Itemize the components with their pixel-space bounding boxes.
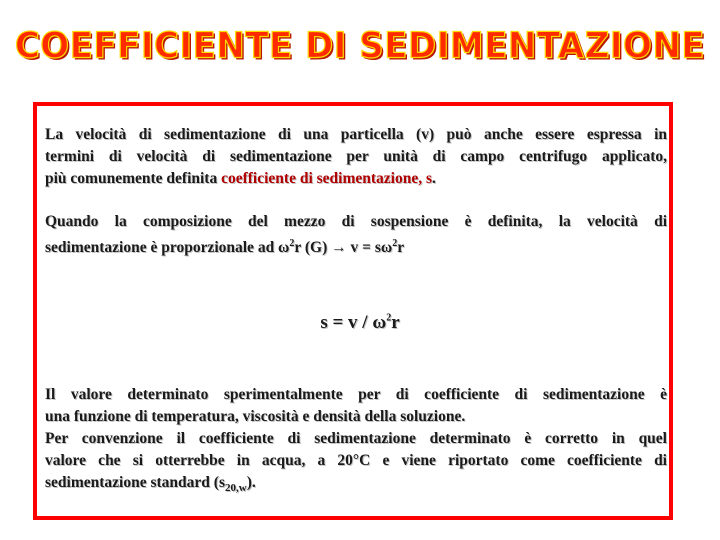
paragraph-proportionality [45,211,667,259]
paragraph-line [45,233,667,259]
superscript: 2 [289,238,295,249]
highlighted-term: coefficiente di sedimentazione, s [221,170,433,187]
text-fragment: ). [246,474,256,491]
formula [0,312,720,334]
paragraph-definition [45,124,667,190]
text-fragment: sedimentazione è proporzionale ad ω [45,239,290,257]
subscript: 20,w [224,482,247,495]
text-fragment: r [397,239,405,257]
text-fragment: più comunemente definita [45,170,222,187]
text-fragment: sedimentazione standard (s [45,474,225,491]
formula-part: r [391,312,400,333]
paragraph-line: Per convenzione il coefficiente di sedimentazione determinato è corretto in quel [45,430,667,447]
slide-title: COEFFICIENTE DI SEDIMENTAZIONE [14,25,706,67]
text-fragment: r (G) → v = sω [294,239,393,257]
text-fragment: . [432,170,436,187]
formula-part: s = v / ω [320,312,387,333]
paragraph-standard [45,384,667,499]
paragraph-line [45,168,667,190]
superscript: 2 [392,238,398,249]
paragraph-line [45,472,667,499]
paragraph-line: Quando la composizione del mezzo di sospensione è definita, la velocità di [45,213,667,230]
paragraph-line: La velocità di sedimentazione di una particella (v) può anche essere espressa in [45,126,667,143]
paragraph-line: valore che si otterrebbe in acqua, a 20°C e viene riportato come coefficiente di [45,452,667,469]
paragraph-line: termini di velocità di sedimentazione per unità di campo centrifugo applicato, [45,148,667,165]
paragraph-line: Il valore determinato sperimentalmente per di coefficiente di sedimentazione è [45,386,667,403]
paragraph-line: una funzione di temperatura, viscosità e densità della soluzione. [45,408,466,425]
superscript: 2 [386,312,392,324]
